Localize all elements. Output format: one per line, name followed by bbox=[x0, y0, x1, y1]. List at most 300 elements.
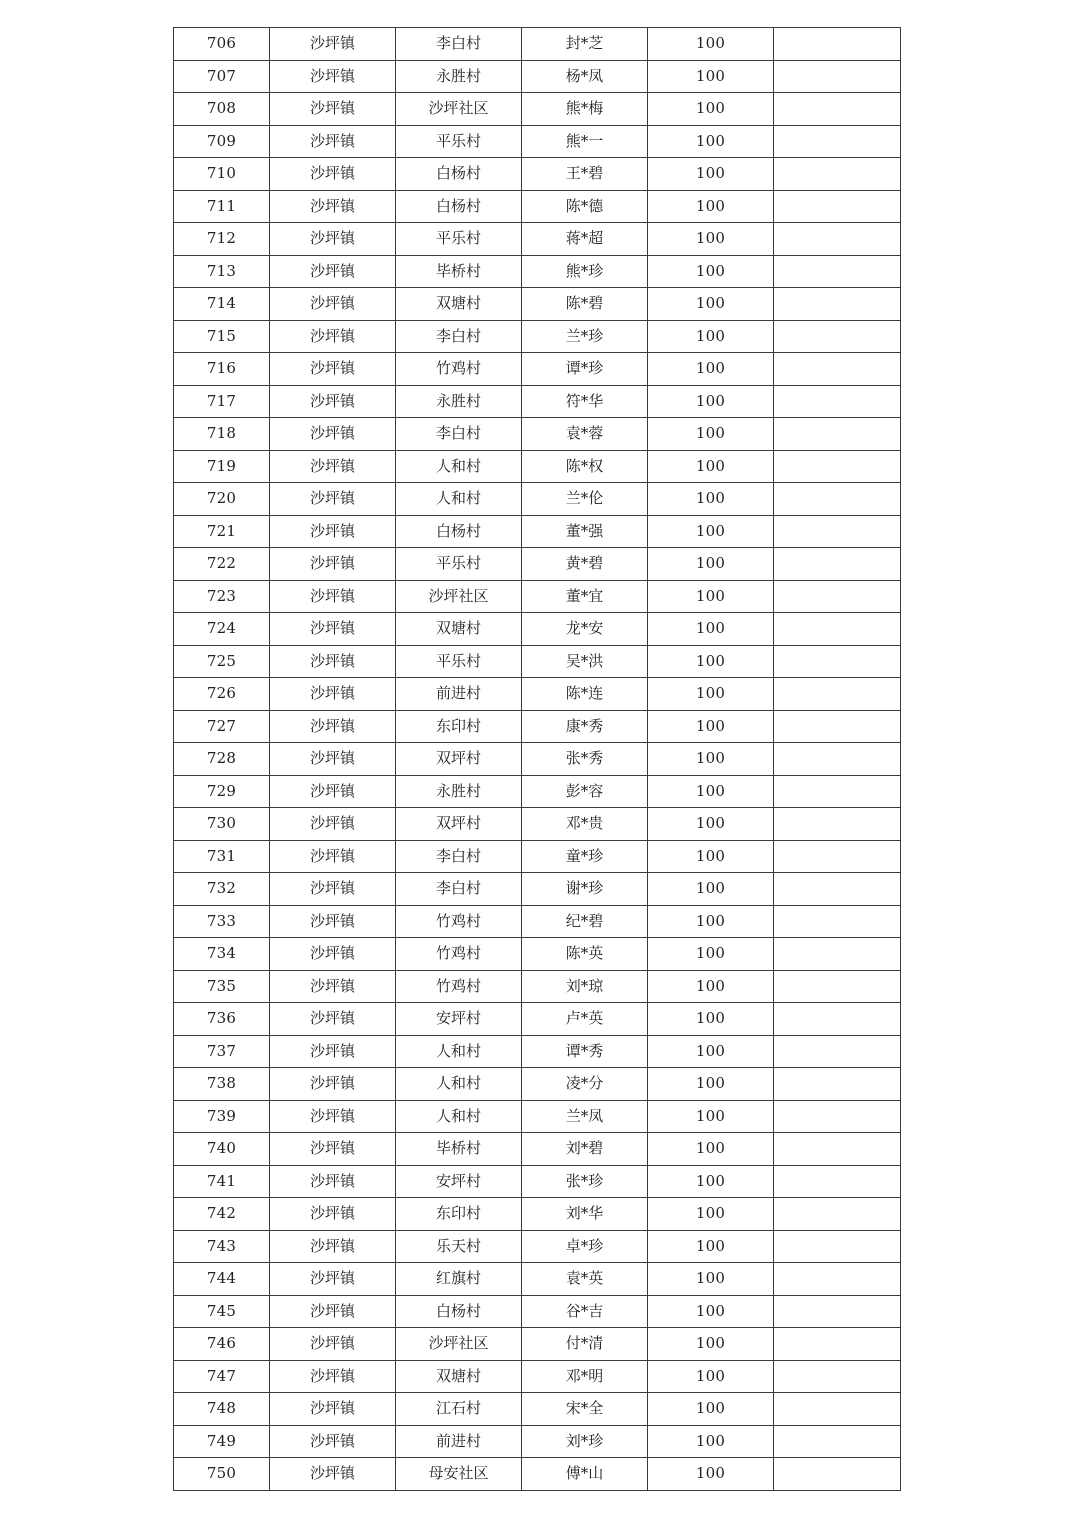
serial-number-cell: 744 bbox=[174, 1263, 270, 1296]
table-row bbox=[174, 450, 901, 483]
serial-number-cell: 723 bbox=[174, 580, 270, 613]
village-cell: 永胜村 bbox=[396, 775, 522, 808]
person-name-cell: 童*珍 bbox=[522, 840, 648, 873]
person-name-cell: 陈*英 bbox=[522, 938, 648, 971]
table-row bbox=[174, 1393, 901, 1426]
town-cell: 沙坪镇 bbox=[270, 450, 396, 483]
person-name-cell: 龙*安 bbox=[522, 613, 648, 646]
person-name-cell: 刘*碧 bbox=[522, 1133, 648, 1166]
person-name-cell: 黄*碧 bbox=[522, 548, 648, 581]
amount-cell: 100 bbox=[648, 1035, 774, 1068]
town-cell: 沙坪镇 bbox=[270, 28, 396, 61]
amount-cell: 100 bbox=[648, 1165, 774, 1198]
village-cell: 双坪村 bbox=[396, 743, 522, 776]
serial-number-cell: 712 bbox=[174, 223, 270, 256]
amount-cell: 100 bbox=[648, 1458, 774, 1491]
person-name-cell: 邓*贵 bbox=[522, 808, 648, 841]
person-name-cell: 纪*碧 bbox=[522, 905, 648, 938]
serial-number-cell: 731 bbox=[174, 840, 270, 873]
remarks-cell bbox=[774, 125, 901, 158]
remarks-cell bbox=[774, 1295, 901, 1328]
remarks-cell bbox=[774, 905, 901, 938]
village-cell: 竹鸡村 bbox=[396, 938, 522, 971]
serial-number-cell: 728 bbox=[174, 743, 270, 776]
amount-cell: 100 bbox=[648, 1263, 774, 1296]
person-name-cell: 杨*凤 bbox=[522, 60, 648, 93]
town-cell: 沙坪镇 bbox=[270, 938, 396, 971]
village-cell: 李白村 bbox=[396, 28, 522, 61]
amount-cell: 100 bbox=[648, 1425, 774, 1458]
town-cell: 沙坪镇 bbox=[270, 1425, 396, 1458]
person-name-cell: 邓*明 bbox=[522, 1360, 648, 1393]
village-cell: 前进村 bbox=[396, 678, 522, 711]
town-cell: 沙坪镇 bbox=[270, 775, 396, 808]
remarks-cell bbox=[774, 418, 901, 451]
town-cell: 沙坪镇 bbox=[270, 60, 396, 93]
remarks-cell bbox=[774, 743, 901, 776]
amount-cell: 100 bbox=[648, 28, 774, 61]
person-name-cell: 傅*山 bbox=[522, 1458, 648, 1491]
person-name-cell: 付*清 bbox=[522, 1328, 648, 1361]
table-row bbox=[174, 1198, 901, 1231]
village-cell: 人和村 bbox=[396, 483, 522, 516]
town-cell: 沙坪镇 bbox=[270, 1360, 396, 1393]
remarks-cell bbox=[774, 580, 901, 613]
serial-number-cell: 736 bbox=[174, 1003, 270, 1036]
remarks-cell bbox=[774, 1003, 901, 1036]
serial-number-cell: 720 bbox=[174, 483, 270, 516]
serial-number-cell: 741 bbox=[174, 1165, 270, 1198]
person-name-cell: 彭*容 bbox=[522, 775, 648, 808]
town-cell: 沙坪镇 bbox=[270, 158, 396, 191]
person-name-cell: 卓*珍 bbox=[522, 1230, 648, 1263]
village-cell: 平乐村 bbox=[396, 125, 522, 158]
town-cell: 沙坪镇 bbox=[270, 808, 396, 841]
village-cell: 竹鸡村 bbox=[396, 905, 522, 938]
person-name-cell: 陈*碧 bbox=[522, 288, 648, 321]
person-name-cell: 康*秀 bbox=[522, 710, 648, 743]
amount-cell: 100 bbox=[648, 678, 774, 711]
serial-number-cell: 745 bbox=[174, 1295, 270, 1328]
serial-number-cell: 729 bbox=[174, 775, 270, 808]
table-row bbox=[174, 288, 901, 321]
serial-number-cell: 734 bbox=[174, 938, 270, 971]
person-name-cell: 刘*珍 bbox=[522, 1425, 648, 1458]
serial-number-cell: 716 bbox=[174, 353, 270, 386]
serial-number-cell: 739 bbox=[174, 1100, 270, 1133]
table-row bbox=[174, 1165, 901, 1198]
remarks-cell bbox=[774, 190, 901, 223]
table-row bbox=[174, 1068, 901, 1101]
person-name-cell: 熊*梅 bbox=[522, 93, 648, 126]
serial-number-cell: 732 bbox=[174, 873, 270, 906]
remarks-cell bbox=[774, 808, 901, 841]
remarks-cell bbox=[774, 678, 901, 711]
table-row bbox=[174, 190, 901, 223]
town-cell: 沙坪镇 bbox=[270, 353, 396, 386]
amount-cell: 100 bbox=[648, 548, 774, 581]
village-cell: 李白村 bbox=[396, 840, 522, 873]
person-name-cell: 熊*一 bbox=[522, 125, 648, 158]
table-row bbox=[174, 60, 901, 93]
amount-cell: 100 bbox=[648, 1230, 774, 1263]
amount-cell: 100 bbox=[648, 743, 774, 776]
amount-cell: 100 bbox=[648, 1295, 774, 1328]
person-name-cell: 谷*吉 bbox=[522, 1295, 648, 1328]
remarks-cell bbox=[774, 515, 901, 548]
table-row bbox=[174, 840, 901, 873]
serial-number-cell: 710 bbox=[174, 158, 270, 191]
person-name-cell: 刘*华 bbox=[522, 1198, 648, 1231]
amount-cell: 100 bbox=[648, 385, 774, 418]
village-cell: 前进村 bbox=[396, 1425, 522, 1458]
village-cell: 毕桥村 bbox=[396, 255, 522, 288]
person-name-cell: 张*珍 bbox=[522, 1165, 648, 1198]
town-cell: 沙坪镇 bbox=[270, 288, 396, 321]
town-cell: 沙坪镇 bbox=[270, 905, 396, 938]
serial-number-cell: 738 bbox=[174, 1068, 270, 1101]
person-name-cell: 袁*蓉 bbox=[522, 418, 648, 451]
amount-cell: 100 bbox=[648, 1328, 774, 1361]
amount-cell: 100 bbox=[648, 223, 774, 256]
remarks-cell bbox=[774, 938, 901, 971]
village-cell: 永胜村 bbox=[396, 60, 522, 93]
village-cell: 白杨村 bbox=[396, 158, 522, 191]
remarks-cell bbox=[774, 353, 901, 386]
remarks-cell bbox=[774, 60, 901, 93]
village-cell: 人和村 bbox=[396, 1035, 522, 1068]
amount-cell: 100 bbox=[648, 840, 774, 873]
amount-cell: 100 bbox=[648, 320, 774, 353]
serial-number-cell: 727 bbox=[174, 710, 270, 743]
person-name-cell: 刘*琼 bbox=[522, 970, 648, 1003]
serial-number-cell: 709 bbox=[174, 125, 270, 158]
serial-number-cell: 742 bbox=[174, 1198, 270, 1231]
amount-cell: 100 bbox=[648, 613, 774, 646]
town-cell: 沙坪镇 bbox=[270, 320, 396, 353]
village-cell: 毕桥村 bbox=[396, 1133, 522, 1166]
town-cell: 沙坪镇 bbox=[270, 548, 396, 581]
table-row bbox=[174, 93, 901, 126]
table-row bbox=[174, 1100, 901, 1133]
village-cell: 安坪村 bbox=[396, 1165, 522, 1198]
serial-number-cell: 748 bbox=[174, 1393, 270, 1426]
person-name-cell: 陈*连 bbox=[522, 678, 648, 711]
remarks-cell bbox=[774, 710, 901, 743]
town-cell: 沙坪镇 bbox=[270, 1198, 396, 1231]
remarks-cell bbox=[774, 775, 901, 808]
serial-number-cell: 706 bbox=[174, 28, 270, 61]
person-name-cell: 兰*珍 bbox=[522, 320, 648, 353]
table-row bbox=[174, 515, 901, 548]
village-cell: 竹鸡村 bbox=[396, 353, 522, 386]
table-row bbox=[174, 678, 901, 711]
amount-cell: 100 bbox=[648, 60, 774, 93]
town-cell: 沙坪镇 bbox=[270, 1068, 396, 1101]
person-name-cell: 卢*英 bbox=[522, 1003, 648, 1036]
person-name-cell: 谢*珍 bbox=[522, 873, 648, 906]
amount-cell: 100 bbox=[648, 450, 774, 483]
town-cell: 沙坪镇 bbox=[270, 580, 396, 613]
table-row bbox=[174, 743, 901, 776]
town-cell: 沙坪镇 bbox=[270, 125, 396, 158]
town-cell: 沙坪镇 bbox=[270, 1003, 396, 1036]
table-row bbox=[174, 970, 901, 1003]
amount-cell: 100 bbox=[648, 353, 774, 386]
table-row bbox=[174, 483, 901, 516]
remarks-cell bbox=[774, 28, 901, 61]
table-row bbox=[174, 873, 901, 906]
person-name-cell: 兰*伦 bbox=[522, 483, 648, 516]
town-cell: 沙坪镇 bbox=[270, 1393, 396, 1426]
serial-number-cell: 743 bbox=[174, 1230, 270, 1263]
table-row bbox=[174, 1328, 901, 1361]
village-cell: 竹鸡村 bbox=[396, 970, 522, 1003]
village-cell: 乐天村 bbox=[396, 1230, 522, 1263]
table-row bbox=[174, 418, 901, 451]
person-name-cell: 封*芝 bbox=[522, 28, 648, 61]
serial-number-cell: 721 bbox=[174, 515, 270, 548]
amount-cell: 100 bbox=[648, 873, 774, 906]
person-name-cell: 董*宜 bbox=[522, 580, 648, 613]
table-row bbox=[174, 223, 901, 256]
person-name-cell: 凌*分 bbox=[522, 1068, 648, 1101]
town-cell: 沙坪镇 bbox=[270, 1165, 396, 1198]
amount-cell: 100 bbox=[648, 580, 774, 613]
town-cell: 沙坪镇 bbox=[270, 515, 396, 548]
town-cell: 沙坪镇 bbox=[270, 1263, 396, 1296]
town-cell: 沙坪镇 bbox=[270, 223, 396, 256]
serial-number-cell: 707 bbox=[174, 60, 270, 93]
town-cell: 沙坪镇 bbox=[270, 1458, 396, 1491]
person-name-cell: 谭*秀 bbox=[522, 1035, 648, 1068]
serial-number-cell: 735 bbox=[174, 970, 270, 1003]
amount-cell: 100 bbox=[648, 1198, 774, 1231]
table-row bbox=[174, 1360, 901, 1393]
remarks-cell bbox=[774, 158, 901, 191]
serial-number-cell: 714 bbox=[174, 288, 270, 321]
table-row bbox=[174, 28, 901, 61]
table-row bbox=[174, 1035, 901, 1068]
person-name-cell: 陈*德 bbox=[522, 190, 648, 223]
town-cell: 沙坪镇 bbox=[270, 255, 396, 288]
amount-cell: 100 bbox=[648, 970, 774, 1003]
remarks-cell bbox=[774, 1165, 901, 1198]
serial-number-cell: 713 bbox=[174, 255, 270, 288]
table-row bbox=[174, 710, 901, 743]
person-name-cell: 陈*权 bbox=[522, 450, 648, 483]
town-cell: 沙坪镇 bbox=[270, 1035, 396, 1068]
table-row bbox=[174, 255, 901, 288]
serial-number-cell: 715 bbox=[174, 320, 270, 353]
person-name-cell: 谭*珍 bbox=[522, 353, 648, 386]
remarks-cell bbox=[774, 1035, 901, 1068]
town-cell: 沙坪镇 bbox=[270, 1328, 396, 1361]
amount-cell: 100 bbox=[648, 1360, 774, 1393]
town-cell: 沙坪镇 bbox=[270, 710, 396, 743]
table-row bbox=[174, 125, 901, 158]
town-cell: 沙坪镇 bbox=[270, 613, 396, 646]
village-cell: 母安社区 bbox=[396, 1458, 522, 1491]
serial-number-cell: 750 bbox=[174, 1458, 270, 1491]
amount-cell: 100 bbox=[648, 288, 774, 321]
remarks-cell bbox=[774, 320, 901, 353]
village-cell: 人和村 bbox=[396, 1068, 522, 1101]
town-cell: 沙坪镇 bbox=[270, 743, 396, 776]
amount-cell: 100 bbox=[648, 1100, 774, 1133]
amount-cell: 100 bbox=[648, 1133, 774, 1166]
amount-cell: 100 bbox=[648, 1393, 774, 1426]
village-cell: 永胜村 bbox=[396, 385, 522, 418]
serial-number-cell: 733 bbox=[174, 905, 270, 938]
remarks-cell bbox=[774, 1100, 901, 1133]
serial-number-cell: 725 bbox=[174, 645, 270, 678]
village-cell: 双坪村 bbox=[396, 808, 522, 841]
table-row bbox=[174, 385, 901, 418]
village-cell: 李白村 bbox=[396, 873, 522, 906]
table-row bbox=[174, 938, 901, 971]
table-row bbox=[174, 1003, 901, 1036]
table-row bbox=[174, 645, 901, 678]
remarks-cell bbox=[774, 288, 901, 321]
village-cell: 人和村 bbox=[396, 1100, 522, 1133]
person-name-cell: 兰*凤 bbox=[522, 1100, 648, 1133]
table-row bbox=[174, 353, 901, 386]
serial-number-cell: 719 bbox=[174, 450, 270, 483]
village-cell: 平乐村 bbox=[396, 548, 522, 581]
remarks-cell bbox=[774, 93, 901, 126]
village-cell: 白杨村 bbox=[396, 190, 522, 223]
town-cell: 沙坪镇 bbox=[270, 418, 396, 451]
roster-table bbox=[173, 27, 901, 1491]
town-cell: 沙坪镇 bbox=[270, 1295, 396, 1328]
town-cell: 沙坪镇 bbox=[270, 93, 396, 126]
town-cell: 沙坪镇 bbox=[270, 483, 396, 516]
table-row bbox=[174, 905, 901, 938]
village-cell: 李白村 bbox=[396, 320, 522, 353]
remarks-cell bbox=[774, 1393, 901, 1426]
amount-cell: 100 bbox=[648, 158, 774, 191]
remarks-cell bbox=[774, 1263, 901, 1296]
table-row bbox=[174, 613, 901, 646]
remarks-cell bbox=[774, 1198, 901, 1231]
amount-cell: 100 bbox=[648, 515, 774, 548]
village-cell: 安坪村 bbox=[396, 1003, 522, 1036]
town-cell: 沙坪镇 bbox=[270, 873, 396, 906]
table-row bbox=[174, 1263, 901, 1296]
remarks-cell bbox=[774, 255, 901, 288]
person-name-cell: 吴*洪 bbox=[522, 645, 648, 678]
remarks-cell bbox=[774, 970, 901, 1003]
serial-number-cell: 711 bbox=[174, 190, 270, 223]
person-name-cell: 符*华 bbox=[522, 385, 648, 418]
person-name-cell: 宋*全 bbox=[522, 1393, 648, 1426]
town-cell: 沙坪镇 bbox=[270, 645, 396, 678]
table-row bbox=[174, 1230, 901, 1263]
remarks-cell bbox=[774, 613, 901, 646]
village-cell: 平乐村 bbox=[396, 223, 522, 256]
table-row bbox=[174, 548, 901, 581]
amount-cell: 100 bbox=[648, 190, 774, 223]
remarks-cell bbox=[774, 548, 901, 581]
amount-cell: 100 bbox=[648, 905, 774, 938]
amount-cell: 100 bbox=[648, 418, 774, 451]
serial-number-cell: 722 bbox=[174, 548, 270, 581]
town-cell: 沙坪镇 bbox=[270, 1133, 396, 1166]
table-row bbox=[174, 1425, 901, 1458]
table-row bbox=[174, 1133, 901, 1166]
serial-number-cell: 717 bbox=[174, 385, 270, 418]
serial-number-cell: 746 bbox=[174, 1328, 270, 1361]
table-row bbox=[174, 320, 901, 353]
village-cell: 白杨村 bbox=[396, 515, 522, 548]
table-row bbox=[174, 158, 901, 191]
person-name-cell: 熊*珍 bbox=[522, 255, 648, 288]
town-cell: 沙坪镇 bbox=[270, 1100, 396, 1133]
table-row bbox=[174, 1295, 901, 1328]
serial-number-cell: 708 bbox=[174, 93, 270, 126]
village-cell: 人和村 bbox=[396, 450, 522, 483]
remarks-cell bbox=[774, 1328, 901, 1361]
town-cell: 沙坪镇 bbox=[270, 190, 396, 223]
amount-cell: 100 bbox=[648, 775, 774, 808]
village-cell: 沙坪社区 bbox=[396, 1328, 522, 1361]
table-row bbox=[174, 1458, 901, 1491]
table-row bbox=[174, 580, 901, 613]
town-cell: 沙坪镇 bbox=[270, 1230, 396, 1263]
remarks-cell bbox=[774, 645, 901, 678]
village-cell: 红旗村 bbox=[396, 1263, 522, 1296]
village-cell: 东印村 bbox=[396, 710, 522, 743]
village-cell: 江石村 bbox=[396, 1393, 522, 1426]
remarks-cell bbox=[774, 223, 901, 256]
village-cell: 平乐村 bbox=[396, 645, 522, 678]
remarks-cell bbox=[774, 1068, 901, 1101]
serial-number-cell: 749 bbox=[174, 1425, 270, 1458]
amount-cell: 100 bbox=[648, 483, 774, 516]
table-row bbox=[174, 775, 901, 808]
remarks-cell bbox=[774, 450, 901, 483]
person-name-cell: 董*强 bbox=[522, 515, 648, 548]
remarks-cell bbox=[774, 385, 901, 418]
remarks-cell bbox=[774, 840, 901, 873]
village-cell: 白杨村 bbox=[396, 1295, 522, 1328]
village-cell: 东印村 bbox=[396, 1198, 522, 1231]
amount-cell: 100 bbox=[648, 938, 774, 971]
serial-number-cell: 718 bbox=[174, 418, 270, 451]
remarks-cell bbox=[774, 1133, 901, 1166]
remarks-cell bbox=[774, 483, 901, 516]
serial-number-cell: 747 bbox=[174, 1360, 270, 1393]
amount-cell: 100 bbox=[648, 808, 774, 841]
serial-number-cell: 737 bbox=[174, 1035, 270, 1068]
amount-cell: 100 bbox=[648, 645, 774, 678]
amount-cell: 100 bbox=[648, 710, 774, 743]
serial-number-cell: 724 bbox=[174, 613, 270, 646]
document-page bbox=[173, 27, 900, 1491]
table-row bbox=[174, 808, 901, 841]
serial-number-cell: 730 bbox=[174, 808, 270, 841]
person-name-cell: 王*碧 bbox=[522, 158, 648, 191]
village-cell: 李白村 bbox=[396, 418, 522, 451]
town-cell: 沙坪镇 bbox=[270, 970, 396, 1003]
village-cell: 双塘村 bbox=[396, 1360, 522, 1393]
roster-table-body bbox=[174, 28, 901, 1491]
amount-cell: 100 bbox=[648, 125, 774, 158]
village-cell: 沙坪社区 bbox=[396, 93, 522, 126]
serial-number-cell: 726 bbox=[174, 678, 270, 711]
village-cell: 双塘村 bbox=[396, 288, 522, 321]
